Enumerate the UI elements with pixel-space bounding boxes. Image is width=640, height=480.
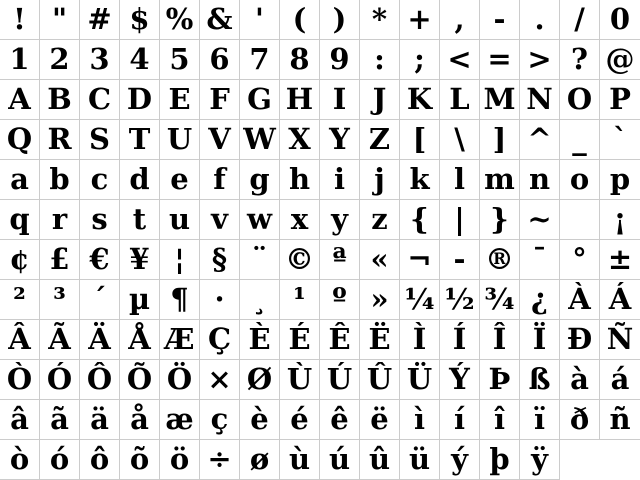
char-cell[interactable]: % [160,0,200,40]
char-cell[interactable]: Y [320,120,360,160]
char-cell[interactable]: ò [0,440,40,480]
char-cell[interactable]: @ [600,40,640,80]
char-cell[interactable]: Ñ [600,320,640,360]
char-cell[interactable]: n [520,160,560,200]
char-cell[interactable]: ¾ [480,280,520,320]
char-cell[interactable]: ÷ [200,440,240,480]
char-cell[interactable]: [ [400,120,440,160]
char-cell[interactable]: ö [160,440,200,480]
char-cell[interactable]: ` [600,120,640,160]
char-cell[interactable]: U [160,120,200,160]
char-cell[interactable]: | [440,200,480,240]
char-cell[interactable]: k [400,160,440,200]
char-cell[interactable]: 6 [200,40,240,80]
char-cell[interactable]: È [240,320,280,360]
char-cell[interactable]: ~ [520,200,560,240]
char-cell[interactable]: ´ [80,280,120,320]
char-cell[interactable]: © [280,240,320,280]
char-cell[interactable]: Ò [0,360,40,400]
char-cell[interactable]: â [0,400,40,440]
char-cell[interactable]: j [360,160,400,200]
char-cell[interactable]: \ [440,120,480,160]
char-cell[interactable]: a [0,160,40,200]
char-cell[interactable]: ; [400,40,440,80]
char-cell[interactable]: ® [480,240,520,280]
char-cell[interactable]: õ [120,440,160,480]
char-cell[interactable]: Î [480,320,520,360]
char-cell[interactable]: w [240,200,280,240]
char-cell[interactable]: W [240,120,280,160]
char-cell[interactable]: ÿ [520,440,560,480]
char-cell[interactable]: ^ [520,120,560,160]
char-cell[interactable]: m [480,160,520,200]
char-cell[interactable]: € [80,240,120,280]
char-cell[interactable]: : [360,40,400,80]
char-cell[interactable]: å [120,400,160,440]
char-cell[interactable]: Ë [360,320,400,360]
char-cell[interactable]: 5 [160,40,200,80]
char-cell[interactable]: í [440,400,480,440]
char-cell[interactable]: b [40,160,80,200]
char-cell[interactable] [560,200,600,240]
char-cell[interactable]: ¨ [240,240,280,280]
char-cell[interactable]: Ó [40,360,80,400]
char-cell[interactable]: . [520,0,560,40]
char-cell[interactable]: M [480,80,520,120]
char-cell[interactable]: Ð [560,320,600,360]
char-cell[interactable]: > [520,40,560,80]
char-cell[interactable]: ú [320,440,360,480]
char-cell[interactable]: Ê [320,320,360,360]
char-cell[interactable]: 8 [280,40,320,80]
char-cell[interactable]: g [240,160,280,200]
char-cell[interactable]: Ø [240,360,280,400]
char-cell[interactable]: q [0,200,40,240]
char-cell[interactable]: É [280,320,320,360]
char-cell[interactable]: Í [440,320,480,360]
char-cell[interactable]: ä [80,400,120,440]
char-cell[interactable]: x [280,200,320,240]
char-cell[interactable]: 9 [320,40,360,80]
char-cell[interactable]: á [600,360,640,400]
char-cell[interactable]: ( [280,0,320,40]
char-cell[interactable]: ³ [40,280,80,320]
char-cell[interactable]: ª [320,240,360,280]
char-cell[interactable]: # [80,0,120,40]
char-cell[interactable]: N [520,80,560,120]
char-cell[interactable]: ì [400,400,440,440]
char-cell[interactable]: h [280,160,320,200]
char-cell[interactable]: Å [120,320,160,360]
char-cell[interactable]: A [0,80,40,120]
char-cell[interactable]: - [480,0,520,40]
char-cell[interactable]: s [80,200,120,240]
char-cell[interactable]: = [480,40,520,80]
char-cell[interactable]: ó [40,440,80,480]
char-cell[interactable]: p [600,160,640,200]
char-cell[interactable]: ã [40,400,80,440]
char-cell[interactable]: u [160,200,200,240]
char-cell[interactable]: ¡ [600,200,640,240]
char-cell[interactable]: À [560,280,600,320]
char-cell[interactable]: X [280,120,320,160]
char-cell[interactable]: ø [240,440,280,480]
char-cell[interactable]: ¹ [280,280,320,320]
char-cell[interactable]: à [560,360,600,400]
char-cell[interactable]: ñ [600,400,640,440]
char-cell[interactable]: ê [320,400,360,440]
char-cell[interactable]: ¿ [520,280,560,320]
char-cell[interactable]: ß [520,360,560,400]
char-cell[interactable]: " [40,0,80,40]
char-cell[interactable]: } [480,200,520,240]
char-cell[interactable]: Ú [320,360,360,400]
char-cell[interactable]: Ç [200,320,240,360]
char-cell[interactable]: ë [360,400,400,440]
char-cell[interactable]: Q [0,120,40,160]
char-cell[interactable]: + [400,0,440,40]
char-cell[interactable]: Ü [400,360,440,400]
char-cell[interactable]: Ù [280,360,320,400]
char-cell[interactable]: Ö [160,360,200,400]
char-cell[interactable]: ô [80,440,120,480]
char-cell[interactable]: V [200,120,240,160]
char-cell[interactable]: Â [0,320,40,360]
char-cell[interactable]: 2 [40,40,80,80]
char-cell[interactable]: 3 [80,40,120,80]
char-cell[interactable]: · [200,280,240,320]
char-cell[interactable]: / [560,0,600,40]
char-cell[interactable]: » [360,280,400,320]
empty-filler-cell [560,440,600,480]
char-cell[interactable]: Õ [120,360,160,400]
char-cell[interactable]: § [200,240,240,280]
char-cell[interactable]: Ï [520,320,560,360]
char-cell[interactable]: C [80,80,120,120]
char-cell[interactable]: i [320,160,360,200]
char-cell[interactable]: d [120,160,160,200]
char-cell[interactable]: ¯ [520,240,560,280]
char-cell[interactable]: ¥ [120,240,160,280]
char-cell[interactable]: ) [320,0,360,40]
char-cell[interactable]: ¢ [0,240,40,280]
char-cell[interactable]: O [560,80,600,120]
char-cell[interactable]: l [440,160,480,200]
char-cell[interactable]: Æ [160,320,200,360]
char-cell[interactable]: I [320,80,360,120]
char-cell[interactable]: z [360,200,400,240]
char-cell[interactable]: Ä [80,320,120,360]
char-cell[interactable]: « [360,240,400,280]
char-cell[interactable]: ¦ [160,240,200,280]
char-cell[interactable]: Ã [40,320,80,360]
empty-filler-cell [600,440,640,480]
char-cell[interactable]: E [160,80,200,120]
char-cell[interactable]: ° [560,240,600,280]
char-cell[interactable]: B [40,80,80,120]
char-cell[interactable]: F [200,80,240,120]
char-cell[interactable]: 0 [600,0,640,40]
char-cell[interactable]: r [40,200,80,240]
char-cell[interactable]: P [600,80,640,120]
char-cell[interactable]: * [360,0,400,40]
char-cell[interactable]: þ [480,440,520,480]
char-cell[interactable]: ? [560,40,600,80]
char-cell[interactable]: 7 [240,40,280,80]
char-cell[interactable]: î [480,400,520,440]
char-cell[interactable]: e [160,160,200,200]
char-cell[interactable]: Ì [400,320,440,360]
char-cell[interactable]: 1 [0,40,40,80]
char-cell[interactable]: < [440,40,480,80]
char-cell[interactable]: H [280,80,320,120]
char-cell[interactable]: ð [560,400,600,440]
char-cell[interactable]: Þ [480,360,520,400]
char-cell[interactable]: û [360,440,400,480]
char-cell[interactable]: & [200,0,240,40]
char-cell[interactable]: Z [360,120,400,160]
char-cell[interactable]: ¶ [160,280,200,320]
char-cell[interactable]: L [440,80,480,120]
char-cell[interactable]: ï [520,400,560,440]
char-cell[interactable]: æ [160,400,200,440]
char-cell[interactable]: G [240,80,280,120]
char-cell[interactable]: ù [280,440,320,480]
char-cell[interactable]: ² [0,280,40,320]
char-cell[interactable]: ý [440,440,480,480]
char-cell[interactable]: 4 [120,40,160,80]
char-cell[interactable]: £ [40,240,80,280]
char-cell[interactable]: è [240,400,280,440]
char-cell[interactable]: é [280,400,320,440]
char-cell[interactable]: ü [400,440,440,480]
char-cell[interactable]: ' [240,0,280,40]
char-cell[interactable]: Û [360,360,400,400]
char-cell[interactable]: R [40,120,80,160]
char-cell[interactable]: $ [120,0,160,40]
char-cell[interactable]: × [200,360,240,400]
char-cell[interactable]: ] [480,120,520,160]
char-cell[interactable]: _ [560,120,600,160]
char-cell[interactable]: ± [600,240,640,280]
char-cell[interactable]: ¸ [240,280,280,320]
char-cell[interactable]: ½ [440,280,480,320]
char-cell[interactable]: T [120,120,160,160]
char-cell[interactable]: D [120,80,160,120]
char-cell[interactable]: t [120,200,160,240]
char-cell[interactable]: c [80,160,120,200]
char-cell[interactable]: y [320,200,360,240]
char-cell[interactable]: f [200,160,240,200]
char-cell[interactable]: , [440,0,480,40]
char-cell[interactable]: J [360,80,400,120]
char-cell[interactable]: ç [200,400,240,440]
char-cell[interactable]: K [400,80,440,120]
char-cell[interactable]: Ô [80,360,120,400]
char-cell[interactable]: { [400,200,440,240]
char-cell[interactable]: µ [120,280,160,320]
char-cell[interactable]: º [320,280,360,320]
char-cell[interactable]: S [80,120,120,160]
char-cell[interactable]: Á [600,280,640,320]
char-cell[interactable]: ¼ [400,280,440,320]
char-cell[interactable]: - [440,240,480,280]
char-cell[interactable]: Ý [440,360,480,400]
char-cell[interactable]: v [200,200,240,240]
char-cell[interactable]: ! [0,0,40,40]
char-cell[interactable]: o [560,160,600,200]
char-cell[interactable]: ¬ [400,240,440,280]
